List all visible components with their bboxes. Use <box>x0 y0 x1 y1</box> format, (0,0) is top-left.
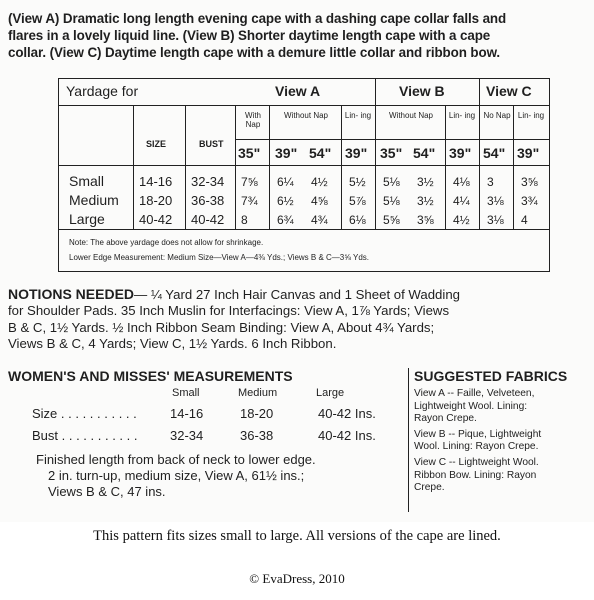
view-c-header: View C <box>486 83 532 99</box>
yardage-value: 4⅛ <box>453 175 470 189</box>
bust-value: 36-38 <box>191 193 225 208</box>
description-line: (View A) Dramatic long length evening cape with a dashing cape collar falls and <box>8 11 507 26</box>
size-column-header: SIZE <box>146 139 167 149</box>
fabric-width: 39" <box>517 145 540 161</box>
finished-length-line: 2 in. turn-up, medium size, View A, 61½ ins.; <box>48 468 305 483</box>
yardage-value: 6½ <box>277 194 294 208</box>
measurement-value: 36-38 <box>240 428 274 443</box>
notions-section <box>8 286 588 352</box>
bust-value: 32-34 <box>191 174 225 189</box>
yardage-value: 4½ <box>311 175 328 189</box>
row-label-small: Small <box>69 173 105 189</box>
view-divider <box>479 79 480 229</box>
column-rule <box>269 105 270 229</box>
fabric-item <box>414 429 590 454</box>
yardage-value: 3⅝ <box>521 175 538 189</box>
yardage-value: 3½ <box>417 175 434 189</box>
view-divider <box>375 79 376 229</box>
column-rule <box>235 105 236 229</box>
measurement-value: 40-42 Ins. <box>318 406 376 421</box>
no-nap-header: No Nap <box>483 111 511 120</box>
yardage-value: 8 <box>241 213 248 227</box>
lining-header: Lin- ing <box>448 111 476 120</box>
size-value: 14-16 <box>139 174 173 189</box>
fabric-width: 35" <box>238 145 261 161</box>
measurement-row-label: Bust . . . . . . . . . . . <box>32 428 138 443</box>
row-label-medium: Medium <box>69 192 119 208</box>
yardage-value: 3½ <box>417 194 434 208</box>
description-line: flares in a lovely liquid line. (View B) Shorter daytime length cape with a cape <box>8 28 491 43</box>
fabric-line: Ribbon Bow. Lining: Rayon <box>414 469 537 481</box>
with-nap-header: With Nap <box>245 111 261 129</box>
yardage-value: 4 <box>521 213 528 227</box>
measurement-value: 18-20 <box>240 406 274 421</box>
fabric-line: Rayon Crepe. <box>414 413 477 425</box>
fabric-line: View B -- Pique, Lightweight <box>414 428 542 440</box>
yardage-value: 6¼ <box>277 175 294 189</box>
fabric-width: 54" <box>483 145 506 161</box>
fabric-line: View A -- Faille, Velveteen, <box>414 388 535 399</box>
section-divider <box>408 368 409 512</box>
yardage-table <box>58 78 550 272</box>
fabric-width: 54" <box>413 145 436 161</box>
fabric-line: View C -- Lightweight Wool. <box>414 456 539 468</box>
yardage-value: 3¾ <box>521 194 538 208</box>
without-nap-header: Without Nap <box>283 111 329 120</box>
finished-length-line: Views B & C, 47 ins. <box>48 484 166 499</box>
column-rule <box>341 105 342 229</box>
size-value: 18-20 <box>139 193 173 208</box>
yardage-value: 7¾ <box>241 194 258 208</box>
finished-length-note <box>36 452 396 500</box>
fabric-width: 39" <box>345 145 368 161</box>
lower-edge-note: Lower Edge Measurement: Medium Size—View A—4⅜ Yds.; Views B & C—3⅝ Yds. <box>69 253 369 262</box>
bust-value: 40-42 <box>191 212 225 227</box>
yardage-value: 6⅛ <box>349 213 366 227</box>
yardage-value: 3⅝ <box>417 213 434 227</box>
style-description <box>8 10 588 61</box>
yardage-value: 5⅝ <box>383 213 400 227</box>
fabric-width: 35" <box>380 145 403 161</box>
measurement-value: 40-42 Ins. <box>318 428 376 443</box>
notions-text: for Shoulder Pads. 35 Inch Muslin for Interfacings: View A, 1⅞ Yards; Views <box>8 303 450 319</box>
subheader-rule <box>235 139 549 140</box>
fabric-line: Wool. Lining: Rayon Crepe. <box>414 441 539 453</box>
measurement-row-label: Size . . . . . . . . . . . <box>32 406 137 421</box>
column-rule <box>185 105 186 229</box>
measurement-header-medium: Medium <box>238 387 278 399</box>
fabric-width: 39" <box>275 145 298 161</box>
measurement-value: 14-16 <box>170 406 204 421</box>
yardage-value: 3⅛ <box>487 194 504 208</box>
yardage-value: 7⅝ <box>241 175 258 189</box>
yardage-value: 5⅞ <box>349 194 366 208</box>
measurements-title: WOMEN'S AND MISSES' MEASUREMENTS <box>8 368 293 384</box>
measurement-header-large: Large <box>316 387 345 399</box>
notes-rule <box>59 229 549 230</box>
measurement-value: 32-34 <box>170 428 204 443</box>
fabric-line: Crepe. <box>414 482 445 494</box>
notions-text: Views B & C, 4 Yards; View C, 1½ Yards. 6 Inch Ribbon. <box>8 335 337 351</box>
view-b-header: View B <box>399 83 445 99</box>
column-rule <box>133 105 134 229</box>
yardage-value: 6¾ <box>277 213 294 227</box>
row-label-large: Large <box>69 211 105 227</box>
yardage-value: 5½ <box>349 175 366 189</box>
yardage-value: 5⅛ <box>383 175 400 189</box>
pattern-caption: This pattern fits sizes small to large. All versions of the cape are lined. <box>93 528 501 544</box>
fabrics-title: SUGGESTED FABRICS <box>414 368 568 384</box>
fabric-width: 39" <box>449 145 472 161</box>
yardage-value: 3 <box>487 175 494 189</box>
yardage-title: Yardage for <box>66 83 139 99</box>
shrinkage-note: Note: The above yardage does not allow for shrinkage. <box>69 238 264 247</box>
lining-header: Lin- ing <box>517 111 545 120</box>
yardage-value: 4½ <box>453 213 470 227</box>
bust-column-header: BUST <box>199 139 224 149</box>
yardage-value: 4⅝ <box>311 194 328 208</box>
size-value: 40-42 <box>139 212 173 227</box>
finished-length-line: Finished length from back of neck to lower edge. <box>36 452 316 467</box>
fabric-line: Lightweight Wool. Lining: <box>414 400 528 412</box>
fabric-width: 54" <box>309 145 332 161</box>
without-nap-header: Without Nap <box>388 111 434 120</box>
notions-text: — ¼ Yard 27 Inch Hair Canvas and 1 Sheet of Wadding <box>134 287 460 302</box>
copyright-notice: © EvaDress, 2010 <box>249 571 345 586</box>
notions-label: NOTIONS NEEDED <box>8 286 135 302</box>
yardage-value: 3⅛ <box>487 213 504 227</box>
fabrics-list <box>414 388 590 498</box>
column-rule <box>445 105 446 229</box>
fabric-item <box>414 388 590 426</box>
yardage-value: 4¾ <box>311 213 328 227</box>
yardage-value: 4¼ <box>453 194 470 208</box>
yardage-value: 5⅛ <box>383 194 400 208</box>
fabric-item <box>414 457 590 495</box>
notions-text: B & C, 1½ Yards. ½ Inch Ribbon Seam Binding: View A, About 4¾ Yards; <box>8 319 435 335</box>
view-a-header: View A <box>275 83 321 99</box>
description-line: collar. (View C) Daytime length cape with a demure little collar and ribbon bow. <box>8 45 501 60</box>
column-rule <box>513 105 514 229</box>
measurement-header-small: Small <box>172 387 200 399</box>
lining-header: Lin- ing <box>344 111 372 120</box>
